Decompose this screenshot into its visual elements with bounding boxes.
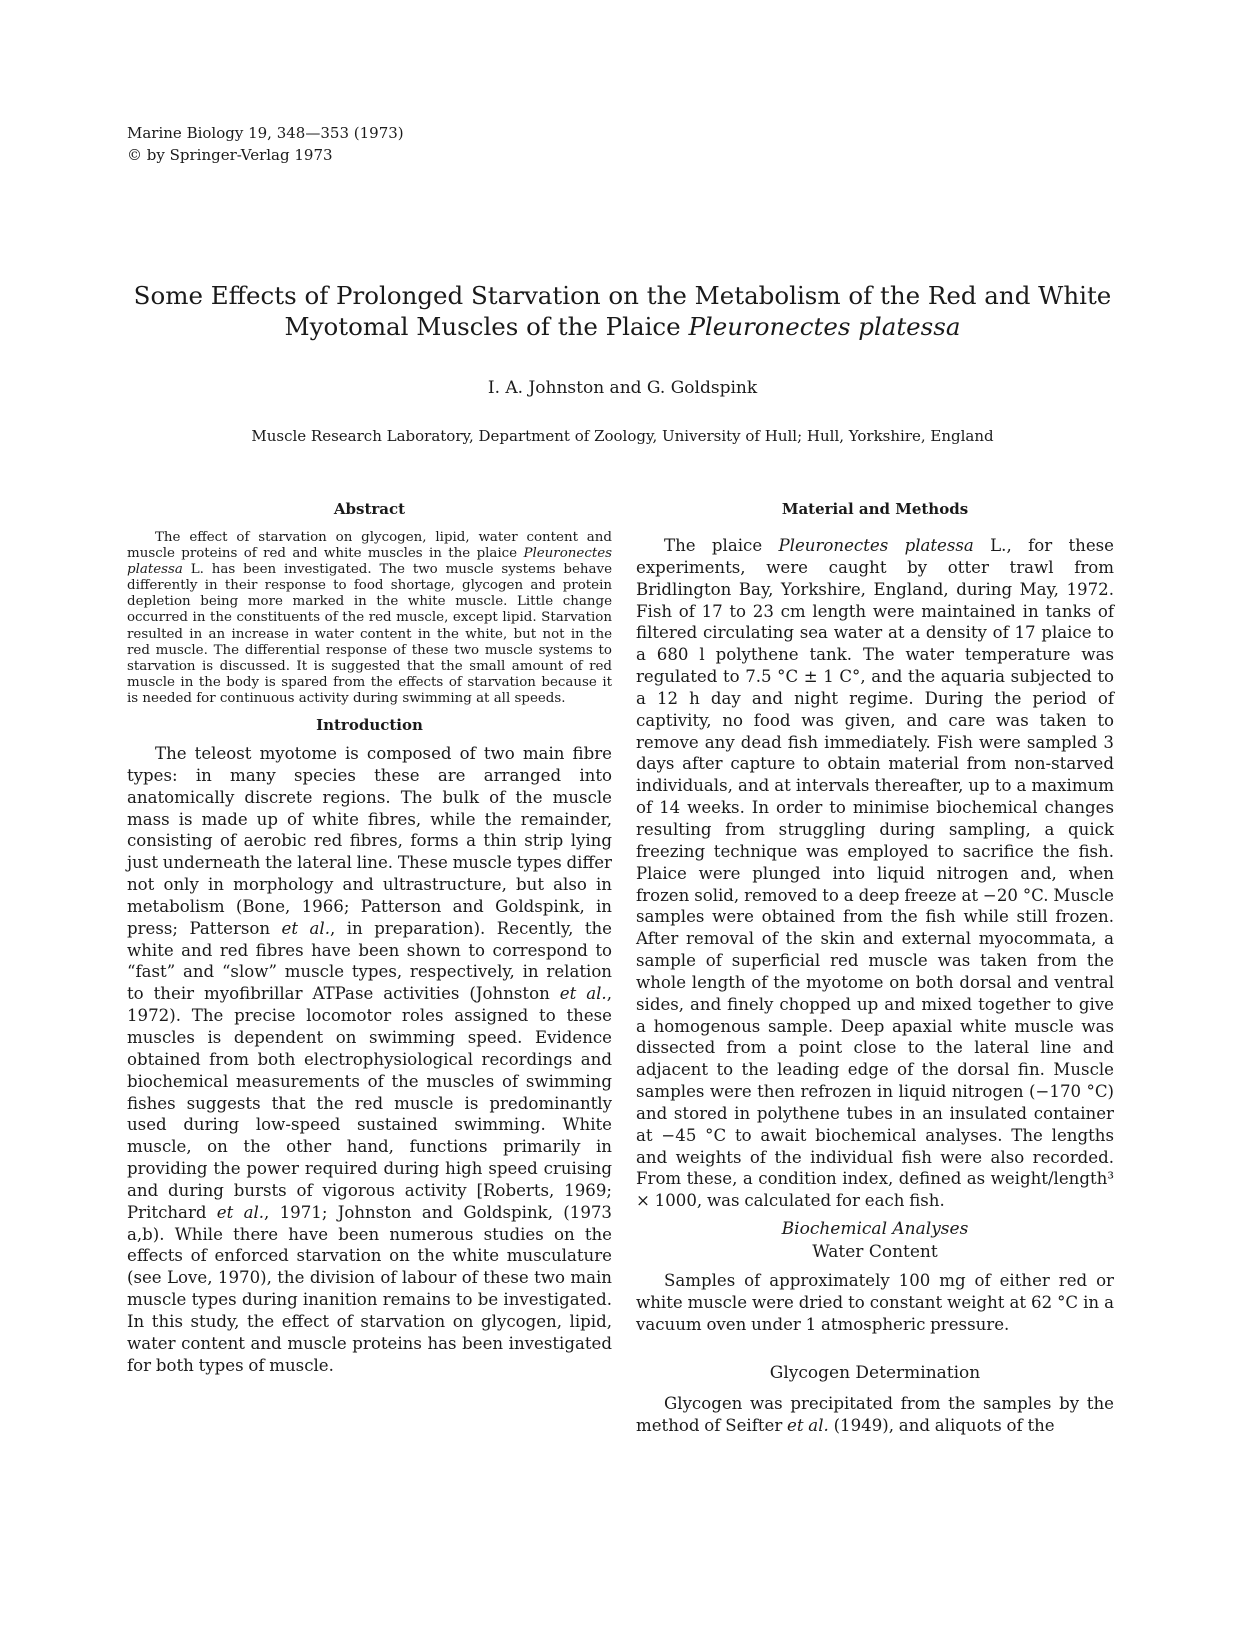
- abstract-species: Pleuronectes platessa: [127, 546, 612, 578]
- authors: I. A. Johnston and G. Goldspink: [487, 378, 758, 398]
- intro-part: , 1971; Johnston and Goldspink, (1973 a,b). While there have been numerous studies on the effects of enforced starvation on the white musculature (see Love, 1970), the division of labour of these two main muscle types during inanition remains to be investigated. In this study, the effect of starvation on glycogen, lipid, water content and muscle proteins has been investigated for both types of muscle.: [127, 1202, 612, 1375]
- water-content-text: Samples of approximately 100 mg of either red or white muscle were dried to constant weight at 62 °C in a vacuum oven under 1 atmospheric pressure.: [636, 1271, 1114, 1334]
- abstract-heading: Abstract: [333, 500, 406, 518]
- biochemical-analyses-heading: Biochemical Analyses: [781, 1219, 969, 1240]
- abstract-text: [127, 530, 612, 707]
- methods-heading: Material and Methods: [781, 500, 969, 518]
- methods-text: [636, 535, 1114, 1212]
- title-main: Some Effects of Prolonged Starvation on the Metabolism of the Red and White Myotomal Muscles of the Plaice: [133, 281, 1112, 341]
- introduction-text: [127, 743, 612, 1376]
- methods-part: The plaice: [664, 536, 779, 555]
- glycogen-part: Glycogen was precipitated from the samples by the method of Seifter: [636, 1393, 1114, 1435]
- journal-header: [127, 122, 404, 166]
- abstract-part: The effect of starvation on glycogen, lipid, water content and muscle proteins of red and white muscles in the plaice: [127, 530, 612, 562]
- affiliation: Muscle Research Laboratory, Department of Zoology, University of Hull; Hull, Yorkshire, England: [251, 427, 994, 445]
- copyright-line: © by Springer-Verlag 1973: [127, 146, 333, 164]
- glycogen-part: (1949), and aliquots of the: [828, 1415, 1055, 1435]
- intro-etal: et al.: [216, 1202, 265, 1222]
- journal-citation: Marine Biology 19, 348—353 (1973): [127, 124, 404, 142]
- left-column: [127, 500, 612, 1377]
- intro-part: The teleost myotome is composed of two main fibre types: in many species these are arranged into anatomically discrete regions. The bulk of the muscle mass is made up of white fibres, while the remainder, consisting of aerobic red fibres, forms a thin strip lying just underneath the lateral line. These muscle types differ not only in morphology and ultrastructure, but also in metabolism (Bone, 1966; Patterson and Goldspink, in press; Patterson: [127, 744, 612, 938]
- intro-etal: et al.: [281, 918, 330, 938]
- intro-part: , 1972). The precise locomotor roles assigned to these muscles is dependent on swimming speed. Evidence obtained from both electrophysiological recordings and biochemical measurements of the muscles of swimming fishes suggests that the red muscle is predominantly used during low-speed sustained swimming. White muscle, on the other hand, functions primarily in providing the power required during high speed cruising and during bursts of vigorous activity [Roberts, 1969; Pritchard: [127, 984, 612, 1222]
- intro-etal: et al.: [559, 984, 607, 1004]
- methods-species: Pleuronectes platessa: [778, 536, 974, 555]
- introduction-heading: Introduction: [316, 716, 423, 735]
- intro-part: , in preparation). Recently, the white and red fibres have been shown to correspond to “fast” and “slow” muscle types, respectively, in relation to their myofibrillar ATPase activities (Johnston: [127, 918, 612, 1004]
- glycogen-text: [636, 1393, 1114, 1437]
- paper-title: [120, 280, 1125, 342]
- right-column: [636, 500, 1114, 1436]
- glycogen-etal: et al.: [787, 1415, 829, 1435]
- glycogen-heading: Glycogen Determination: [769, 1362, 981, 1383]
- methods-part: L., for these experiments, were caught by otter trawl from Bridlington Bay, Yorkshire, England, during May, 1972. Fish of 17 to 23 cm length were maintained in tanks of filtered circulating sea water at a density of 17 plaice to a 680 l polythene tank. The water temperature was regulated to 7.5 °C ± 1 C°, and the aquaria subjected to a 12 h day and night regime. During the period of captivity, no food was given, and care was taken to remove any dead fish immediately. Fish were sampled 3 days after capture to obtain material from non-starved individuals, and at intervals thereafter, up to a maximum of 14 weeks. In order to minimise biochemical changes resulting from struggling during sampling, a quick freezing technique was employed to sacrifice the fish. Plaice were plunged into liquid nitrogen and, when frozen solid, removed to a deep freeze at −20 °C. Muscle samples were obtained from the fish while still frozen. After removal of the skin and external myocommata, a sample of superficial red muscle was taken from the whole length of the myotome on both dorsal and ventral sides, and finely chopped up and mixed together to give a homogenous sample. Deep apaxial white muscle was dissected from a point close to the lateral line and adjacent to the leading edge of the dorsal fin. Muscle samples were then refrozen in liquid nitrogen (−170 °C) and stored in polythene tubes in an insulated container at −45 °C to await biochemical analyses. The lengths and weights of the individual fish were also recorded. From these, a condition index, defined as weight/length³ × 1000, was calculated for each fish.: [636, 536, 1114, 1211]
- water-content-heading: Water Content: [812, 1242, 938, 1263]
- abstract-part: L. has been investigated. The two muscle systems behave differently in their response to food shortage, glycogen and protein depletion being more marked in the white muscle. Little change occurred in the constituents of the red muscle, except lipid. Starvation resulted in an increase in water content in the white, but not in the red muscle. The differential response of these two muscle systems to starvation is discussed. It is suggested that the small amount of red muscle in the body is spared from the effects of starvation because it is needed for continuous activity during swimming at all speeds.: [127, 562, 612, 706]
- title-species: Pleuronectes platessa: [688, 312, 961, 341]
